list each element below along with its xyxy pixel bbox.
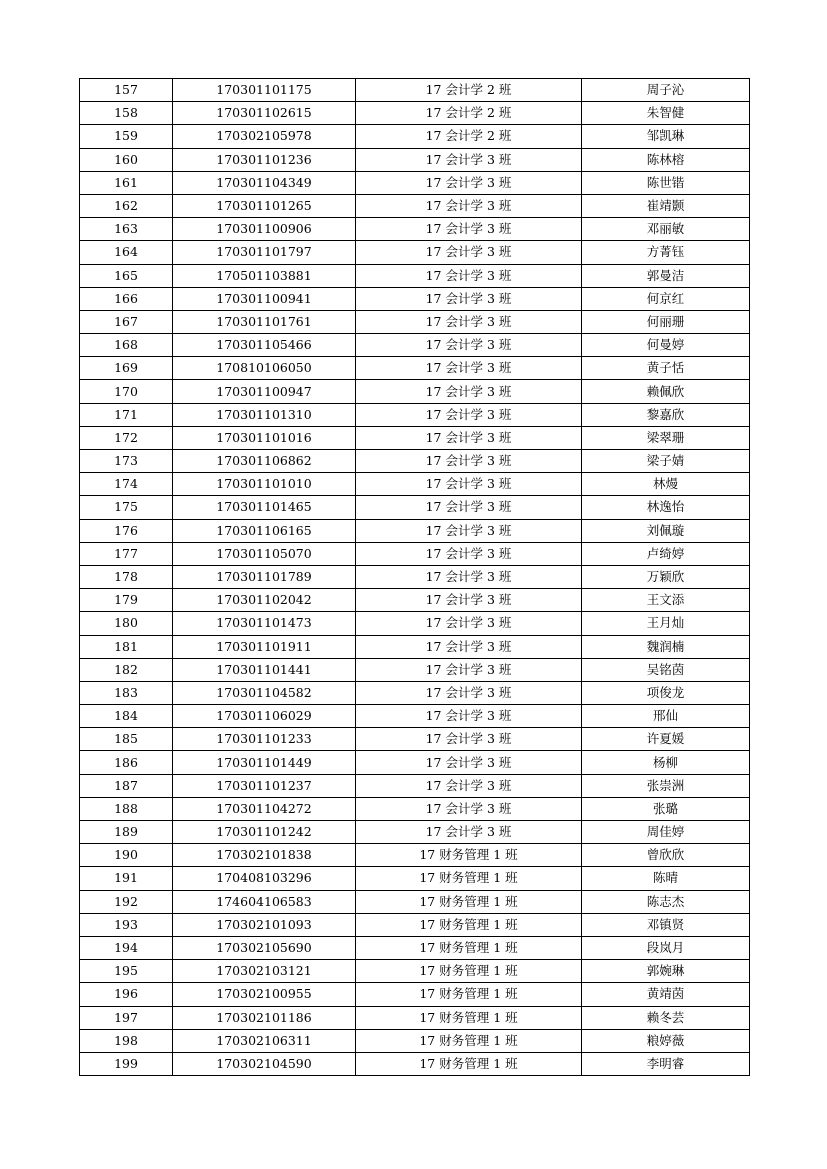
row-number-cell: 167 <box>80 310 173 333</box>
class-name-cell: 17 会计学 2 班 <box>356 125 582 148</box>
student-id-cell: 170301101441 <box>173 658 356 681</box>
row-number-cell: 187 <box>80 774 173 797</box>
student-name-cell: 杨柳 <box>582 751 750 774</box>
student-id-cell: 170301104272 <box>173 797 356 820</box>
class-name-cell: 17 会计学 3 班 <box>356 612 582 635</box>
class-name-cell: 17 会计学 3 班 <box>356 241 582 264</box>
row-number-cell: 196 <box>80 983 173 1006</box>
table-row <box>80 125 750 148</box>
row-number-cell: 199 <box>80 1052 173 1075</box>
student-name-cell: 魏润楠 <box>582 635 750 658</box>
class-name-cell: 17 会计学 3 班 <box>356 681 582 704</box>
row-number-cell: 169 <box>80 357 173 380</box>
table-row <box>80 287 750 310</box>
table-row <box>80 983 750 1006</box>
student-id-cell: 170301100906 <box>173 218 356 241</box>
student-name-cell: 梁子婧 <box>582 450 750 473</box>
row-number-cell: 163 <box>80 218 173 241</box>
class-name-cell: 17 会计学 3 班 <box>356 334 582 357</box>
class-name-cell: 17 会计学 3 班 <box>356 635 582 658</box>
student-id-cell: 170302101838 <box>173 844 356 867</box>
student-name-cell: 何曼婷 <box>582 334 750 357</box>
table-row <box>80 1052 750 1075</box>
class-name-cell: 17 会计学 3 班 <box>356 821 582 844</box>
class-name-cell: 17 财务管理 1 班 <box>356 1029 582 1052</box>
table-row <box>80 171 750 194</box>
student-id-cell: 170302103121 <box>173 960 356 983</box>
student-name-cell: 朱智健 <box>582 102 750 125</box>
table-row <box>80 821 750 844</box>
student-id-cell: 170408103296 <box>173 867 356 890</box>
table-row <box>80 79 750 102</box>
student-id-cell: 170301101465 <box>173 496 356 519</box>
table-row <box>80 797 750 820</box>
row-number-cell: 195 <box>80 960 173 983</box>
table-row <box>80 705 750 728</box>
class-name-cell: 17 财务管理 1 班 <box>356 983 582 1006</box>
row-number-cell: 182 <box>80 658 173 681</box>
row-number-cell: 183 <box>80 681 173 704</box>
row-number-cell: 170 <box>80 380 173 403</box>
student-id-cell: 170301101236 <box>173 148 356 171</box>
student-roster-table <box>79 78 750 1076</box>
row-number-cell: 162 <box>80 194 173 217</box>
student-id-cell: 170301101016 <box>173 426 356 449</box>
student-name-cell: 周子沁 <box>582 79 750 102</box>
student-id-cell: 170302105978 <box>173 125 356 148</box>
class-name-cell: 17 会计学 3 班 <box>356 426 582 449</box>
student-id-cell: 170301101473 <box>173 612 356 635</box>
student-id-cell: 170301106029 <box>173 705 356 728</box>
row-number-cell: 175 <box>80 496 173 519</box>
table-row <box>80 658 750 681</box>
student-name-cell: 陈晴 <box>582 867 750 890</box>
student-id-cell: 170301101175 <box>173 79 356 102</box>
row-number-cell: 168 <box>80 334 173 357</box>
student-id-cell: 170302101186 <box>173 1006 356 1029</box>
student-name-cell: 刘佩璇 <box>582 519 750 542</box>
row-number-cell: 179 <box>80 589 173 612</box>
student-id-cell: 170301101789 <box>173 565 356 588</box>
student-name-cell: 林逸怡 <box>582 496 750 519</box>
class-name-cell: 17 财务管理 1 班 <box>356 867 582 890</box>
class-name-cell: 17 财务管理 1 班 <box>356 1006 582 1029</box>
student-name-cell: 何京红 <box>582 287 750 310</box>
student-name-cell: 邢仙 <box>582 705 750 728</box>
student-id-cell: 170501103881 <box>173 264 356 287</box>
student-id-cell: 170301101449 <box>173 751 356 774</box>
student-name-cell: 郭曼洁 <box>582 264 750 287</box>
student-id-cell: 170810106050 <box>173 357 356 380</box>
row-number-cell: 197 <box>80 1006 173 1029</box>
row-number-cell: 181 <box>80 635 173 658</box>
table-row <box>80 936 750 959</box>
student-name-cell: 王文添 <box>582 589 750 612</box>
student-id-cell: 170301101010 <box>173 473 356 496</box>
student-name-cell: 邹凯琳 <box>582 125 750 148</box>
table-row <box>80 403 750 426</box>
student-id-cell: 170301101911 <box>173 635 356 658</box>
table-row <box>80 450 750 473</box>
table-row <box>80 913 750 936</box>
row-number-cell: 160 <box>80 148 173 171</box>
row-number-cell: 185 <box>80 728 173 751</box>
class-name-cell: 17 会计学 3 班 <box>356 496 582 519</box>
student-name-cell: 梁翠珊 <box>582 426 750 449</box>
student-name-cell: 张璐 <box>582 797 750 820</box>
student-id-cell: 170301101242 <box>173 821 356 844</box>
table-row <box>80 310 750 333</box>
table-row <box>80 867 750 890</box>
student-id-cell: 170301101797 <box>173 241 356 264</box>
row-number-cell: 190 <box>80 844 173 867</box>
class-name-cell: 17 会计学 3 班 <box>356 310 582 333</box>
class-name-cell: 17 会计学 2 班 <box>356 79 582 102</box>
class-name-cell: 17 财务管理 1 班 <box>356 960 582 983</box>
table-row <box>80 612 750 635</box>
table-row <box>80 1006 750 1029</box>
class-name-cell: 17 会计学 3 班 <box>356 171 582 194</box>
student-name-cell: 陈林榕 <box>582 148 750 171</box>
student-id-cell: 170301106165 <box>173 519 356 542</box>
table-row <box>80 542 750 565</box>
table-row <box>80 218 750 241</box>
table-row <box>80 751 750 774</box>
student-name-cell: 方菁钰 <box>582 241 750 264</box>
student-name-cell: 万颖欣 <box>582 565 750 588</box>
row-number-cell: 192 <box>80 890 173 913</box>
class-name-cell: 17 会计学 3 班 <box>356 403 582 426</box>
table-row <box>80 565 750 588</box>
class-name-cell: 17 会计学 3 班 <box>356 218 582 241</box>
table-row <box>80 774 750 797</box>
table-row <box>80 960 750 983</box>
table-row <box>80 681 750 704</box>
table-row <box>80 264 750 287</box>
student-name-cell: 黄子恬 <box>582 357 750 380</box>
row-number-cell: 174 <box>80 473 173 496</box>
student-id-cell: 170301104582 <box>173 681 356 704</box>
class-name-cell: 17 会计学 3 班 <box>356 797 582 820</box>
class-name-cell: 17 会计学 3 班 <box>356 357 582 380</box>
student-name-cell: 卢绮婷 <box>582 542 750 565</box>
row-number-cell: 198 <box>80 1029 173 1052</box>
row-number-cell: 189 <box>80 821 173 844</box>
student-name-cell: 许夏媛 <box>582 728 750 751</box>
student-name-cell: 王月灿 <box>582 612 750 635</box>
student-id-cell: 170301104349 <box>173 171 356 194</box>
student-name-cell: 林熳 <box>582 473 750 496</box>
class-name-cell: 17 财务管理 1 班 <box>356 936 582 959</box>
table-row <box>80 1029 750 1052</box>
student-name-cell: 粮婷薇 <box>582 1029 750 1052</box>
row-number-cell: 186 <box>80 751 173 774</box>
row-number-cell: 172 <box>80 426 173 449</box>
row-number-cell: 158 <box>80 102 173 125</box>
student-id-cell: 170301101310 <box>173 403 356 426</box>
student-name-cell: 陈志杰 <box>582 890 750 913</box>
student-id-cell: 170301101265 <box>173 194 356 217</box>
student-name-cell: 何丽珊 <box>582 310 750 333</box>
table-row <box>80 102 750 125</box>
student-id-cell: 170302100955 <box>173 983 356 1006</box>
row-number-cell: 165 <box>80 264 173 287</box>
student-id-cell: 170302104590 <box>173 1052 356 1075</box>
class-name-cell: 17 会计学 3 班 <box>356 148 582 171</box>
class-name-cell: 17 会计学 3 班 <box>356 728 582 751</box>
row-number-cell: 171 <box>80 403 173 426</box>
table-row <box>80 334 750 357</box>
roster-body <box>80 79 750 1076</box>
student-id-cell: 174604106583 <box>173 890 356 913</box>
student-name-cell: 周佳婷 <box>582 821 750 844</box>
student-id-cell: 170301102615 <box>173 102 356 125</box>
student-id-cell: 170301101237 <box>173 774 356 797</box>
student-id-cell: 170301105466 <box>173 334 356 357</box>
student-name-cell: 曾欣欣 <box>582 844 750 867</box>
table-row <box>80 473 750 496</box>
table-row <box>80 357 750 380</box>
student-name-cell: 黄靖茵 <box>582 983 750 1006</box>
class-name-cell: 17 会计学 3 班 <box>356 589 582 612</box>
class-name-cell: 17 财务管理 1 班 <box>356 844 582 867</box>
student-id-cell: 170302101093 <box>173 913 356 936</box>
student-name-cell: 赖冬芸 <box>582 1006 750 1029</box>
student-id-cell: 170301100941 <box>173 287 356 310</box>
student-id-cell: 170302106311 <box>173 1029 356 1052</box>
table-row <box>80 890 750 913</box>
row-number-cell: 176 <box>80 519 173 542</box>
student-name-cell: 黎嘉欣 <box>582 403 750 426</box>
table-row <box>80 844 750 867</box>
class-name-cell: 17 会计学 3 班 <box>356 450 582 473</box>
row-number-cell: 180 <box>80 612 173 635</box>
row-number-cell: 194 <box>80 936 173 959</box>
row-number-cell: 157 <box>80 79 173 102</box>
table-row <box>80 426 750 449</box>
class-name-cell: 17 会计学 3 班 <box>356 565 582 588</box>
table-row <box>80 728 750 751</box>
class-name-cell: 17 会计学 3 班 <box>356 473 582 496</box>
student-id-cell: 170302105690 <box>173 936 356 959</box>
student-id-cell: 170301102042 <box>173 589 356 612</box>
row-number-cell: 166 <box>80 287 173 310</box>
class-name-cell: 17 会计学 3 班 <box>356 705 582 728</box>
student-name-cell: 吴铭茵 <box>582 658 750 681</box>
row-number-cell: 173 <box>80 450 173 473</box>
row-number-cell: 188 <box>80 797 173 820</box>
class-name-cell: 17 会计学 2 班 <box>356 102 582 125</box>
class-name-cell: 17 会计学 3 班 <box>356 658 582 681</box>
class-name-cell: 17 会计学 3 班 <box>356 542 582 565</box>
student-id-cell: 170301100947 <box>173 380 356 403</box>
row-number-cell: 184 <box>80 705 173 728</box>
class-name-cell: 17 财务管理 1 班 <box>356 913 582 936</box>
student-name-cell: 赖佩欣 <box>582 380 750 403</box>
student-id-cell: 170301101761 <box>173 310 356 333</box>
row-number-cell: 191 <box>80 867 173 890</box>
student-id-cell: 170301105070 <box>173 542 356 565</box>
table-row <box>80 496 750 519</box>
table-row <box>80 519 750 542</box>
row-number-cell: 159 <box>80 125 173 148</box>
student-name-cell: 段岚月 <box>582 936 750 959</box>
class-name-cell: 17 财务管理 1 班 <box>356 1052 582 1075</box>
student-name-cell: 陈世锴 <box>582 171 750 194</box>
row-number-cell: 164 <box>80 241 173 264</box>
row-number-cell: 193 <box>80 913 173 936</box>
student-name-cell: 邓镇贤 <box>582 913 750 936</box>
row-number-cell: 178 <box>80 565 173 588</box>
student-id-cell: 170301106862 <box>173 450 356 473</box>
class-name-cell: 17 会计学 3 班 <box>356 287 582 310</box>
table-row <box>80 194 750 217</box>
row-number-cell: 177 <box>80 542 173 565</box>
row-number-cell: 161 <box>80 171 173 194</box>
table-row <box>80 148 750 171</box>
class-name-cell: 17 会计学 3 班 <box>356 380 582 403</box>
class-name-cell: 17 会计学 3 班 <box>356 751 582 774</box>
student-id-cell: 170301101233 <box>173 728 356 751</box>
class-name-cell: 17 会计学 3 班 <box>356 264 582 287</box>
table-row <box>80 635 750 658</box>
class-name-cell: 17 财务管理 1 班 <box>356 890 582 913</box>
class-name-cell: 17 会计学 3 班 <box>356 519 582 542</box>
student-name-cell: 邓丽敏 <box>582 218 750 241</box>
table-row <box>80 241 750 264</box>
class-name-cell: 17 会计学 3 班 <box>356 774 582 797</box>
student-name-cell: 李明睿 <box>582 1052 750 1075</box>
student-name-cell: 张崇洲 <box>582 774 750 797</box>
table-row <box>80 380 750 403</box>
class-name-cell: 17 会计学 3 班 <box>356 194 582 217</box>
student-name-cell: 郭婉琳 <box>582 960 750 983</box>
table-row <box>80 589 750 612</box>
student-name-cell: 崔靖颢 <box>582 194 750 217</box>
student-name-cell: 项俊龙 <box>582 681 750 704</box>
